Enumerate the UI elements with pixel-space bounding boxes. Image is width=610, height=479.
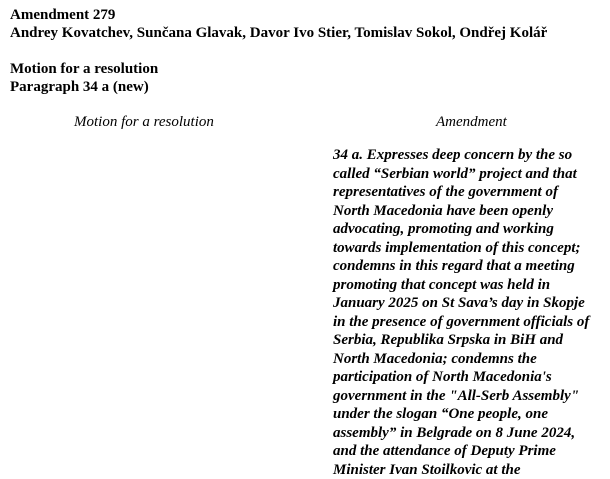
amendment-text-line: North Macedonia have been openly (333, 202, 610, 221)
paragraph-reference: Paragraph 34 a (new) (10, 78, 149, 96)
amendment-text-line: and the attendance of Deputy Prime (333, 442, 610, 461)
amendment-text-line: 34 a. Expresses deep concern by the so (333, 146, 610, 165)
amendment-text-line: condemns in this regard that a meeting (333, 257, 610, 276)
amendment-text-line: government in the "All-Serb Assembly" (333, 387, 610, 406)
amendment-text-line: representatives of the government of (333, 183, 610, 202)
column-header-amendment: Amendment (436, 113, 507, 131)
amendment-text-line: advocating, promoting and working (333, 220, 610, 239)
amendment-text-line: in the presence of government officials of (333, 313, 610, 332)
amendment-text-line: assembly” in Belgrade on 8 June 2024, (333, 424, 610, 443)
amendment-text-line: towards implementation of this concept; (333, 239, 610, 258)
amendment-text-line: North Macedonia; condemns the (333, 350, 610, 369)
amendment-text-line: called “Serbian world” project and that (333, 165, 610, 184)
amendment-text-line: under the slogan “One people, one (333, 405, 610, 424)
amendment-text (333, 146, 610, 479)
amendment-text-line: January 2025 on St Sava’s day in Skopje (333, 294, 610, 313)
amendment-number: Amendment 279 (10, 6, 115, 24)
amendment-text-line: Serbia, Republika Srpska in BiH and (333, 331, 610, 350)
motion-type: Motion for a resolution (10, 60, 158, 78)
column-header-motion: Motion for a resolution (74, 113, 214, 131)
amendment-text-line: Minister Ivan Stoilkovic at the (333, 461, 610, 479)
authors-list: Andrey Kovatchev, Sunčana Glavak, Davor Ivo Stier, Tomislav Sokol, Ondřej Kolář (10, 24, 547, 42)
amendment-text-line: promoting that concept was held in (333, 276, 610, 295)
amendment-text-line: participation of North Macedonia's (333, 368, 610, 387)
